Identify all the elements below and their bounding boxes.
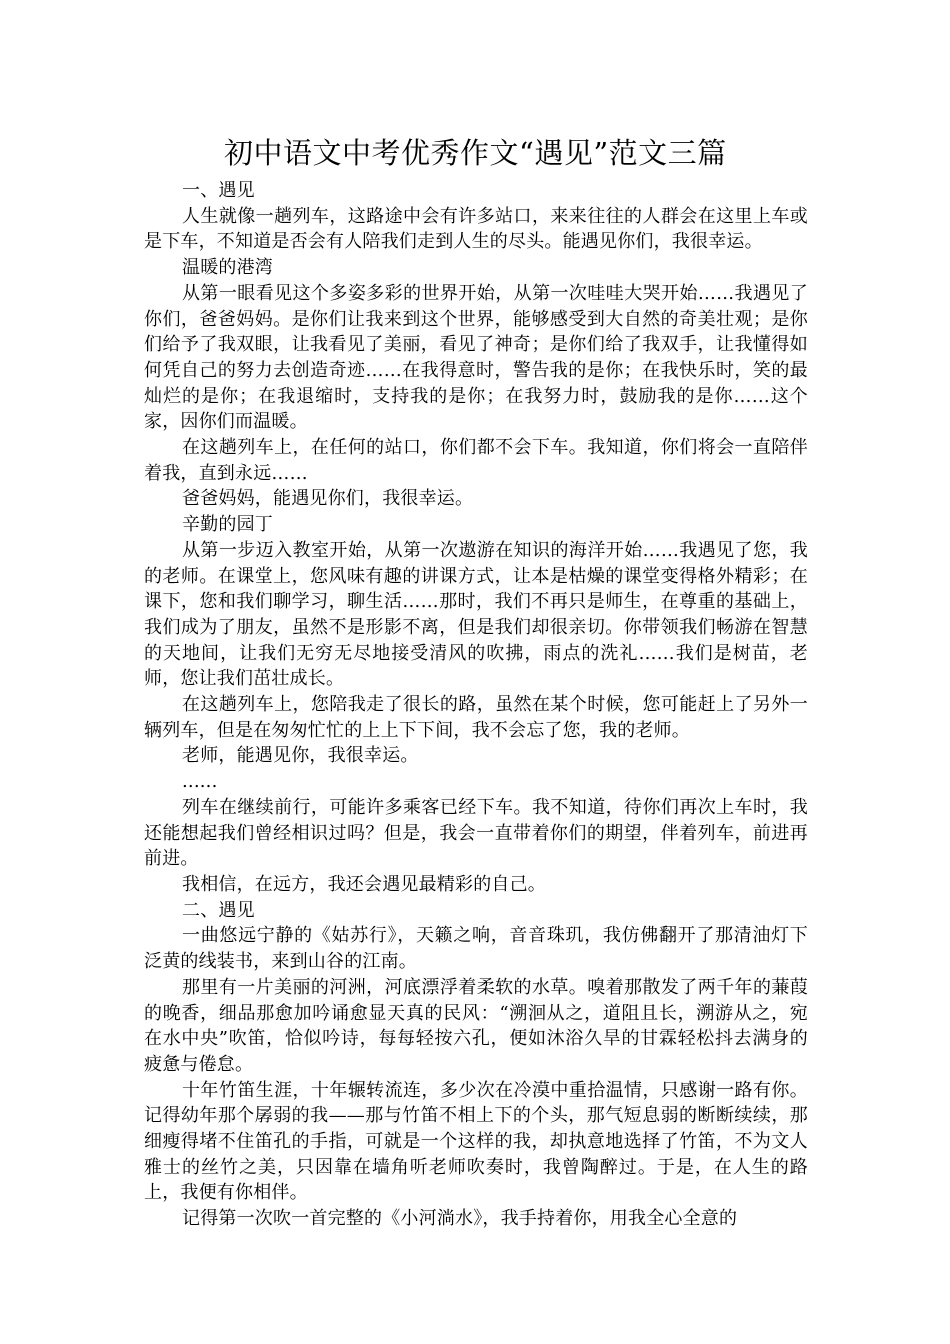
paragraph: 一曲悠远宁静的《姑苏行》，天籁之响，音音珠玑，我仿佛翻开了那清油灯下泛黄的线装书，来到山谷的江南。 (144, 925, 808, 973)
paragraph: 那里有一片美丽的河洲，河底漂浮着柔软的水草。嗅着那散发了两千年的蒹葭的晚香，细品那愈加吟诵愈显天真的民风：“溯洄从之，道阻且长，溯游从之，宛在水中央”吹笛，恰似吟诗，每每轻按六孔，便如沐浴久旱的甘霖轻松抖去满身的疲惫与倦怠。 (144, 976, 808, 1075)
subheading-warm-harbor: 温暖的港湾 (182, 257, 273, 279)
document-title: 初中语文中考优秀作文“遇见”范文三篇 (224, 136, 727, 170)
section-heading-1: 一、遇见 (182, 180, 255, 201)
paragraph: 从第一步迈入教室开始，从第一次遨游在知识的海洋开始……我遇见了您，我的老师。在课堂上，您风味有趣的讲课方式，让本是枯燥的课堂变得格外精彩；在课下，您和我们聊学习，聊生活……那时，我们不再只是师生，在尊重的基础上，我们成为了朋友，虽然不是形影不离，但是我们却很亲切。你带领我们畅游在智慧的天地间，让我们无穷无尽地接受清风的吹拂，雨点的洗礼……我们是树苗，老师，您让我们茁壮成长。 (144, 539, 808, 690)
paragraph: 列车在继续前行，可能许多乘客已经下车。我不知道，待你们再次上车时，我还能想起我们曾经相识过吗？但是，我会一直带着你们的期望，伴着列车，前进再前进。 (144, 796, 808, 870)
section-heading-2: 二、遇见 (182, 899, 255, 921)
ellipsis-line: ...... (182, 771, 218, 793)
document-body (144, 178, 808, 1232)
subheading-gardener: 辛勤的园丁 (182, 514, 273, 536)
paragraph: 爸爸妈妈，能遇见你们，我很幸运。 (182, 488, 474, 510)
paragraph: 从第一眼看见这个多姿多彩的世界开始，从第一次哇哇大哭开始……我遇见了你们，爸爸妈妈。是你们让我来到这个世界，能够感受到大自然的奇美壮观；是你们给予了我双眼，让我看见了美丽，看见了神奇；是你们给了我双手，让我懂得如何凭自己的努力去创造奇迹……在我得意时，警告我的是你；在我快乐时，笑的最灿烂的是你；在我退缩时，支持我的是你；在我努力时，鼓励我的是你……这个家，因你们而温暖。 (144, 282, 808, 433)
document-page (144, 132, 808, 1232)
paragraph: 在这趟列车上，在任何的站口，你们都不会下车。我知道，你们将会一直陪伴着我，直到永远…… (144, 437, 808, 484)
paragraph: 十年竹笛生涯，十年辗转流连，多少次在冷漠中重拾温情，只感谢一路有你。记得幼年那个孱弱的我——那与竹笛不相上下的个头，那气短息弱的断断续续，那细瘦得堵不住笛孔的手指，可就是一个这样的我，却执意地选择了竹笛，不为文人雅士的丝竹之美，只因靠在墙角听老师吹奏时，我曾陶醉过。于是，在人生的路上，我便有你相伴。 (144, 1079, 808, 1204)
paragraph: 老师，能遇见你，我很幸运。 (182, 745, 419, 767)
paragraph: 我相信，在远方，我还会遇见最精彩的自己。 (182, 873, 546, 895)
paragraph: 记得第一次吹一首完整的《小河淌水》，我手持着你，用我全心全意的 (182, 1208, 738, 1230)
paragraph: 在这趟列车上，您陪我走了很长的路，虽然在某个时候，您可能赶上了另外一辆列车，但是在匆匆忙忙的上上下下间，我不会忘了您，我的老师。 (144, 694, 808, 741)
paragraph: 人生就像一趟列车，这路途中会有许多站口，来来往往的人群会在这里上车或是下车，不知道是否会有人陪我们走到人生的尽头。能遇见你们，我很幸运。 (144, 205, 808, 253)
